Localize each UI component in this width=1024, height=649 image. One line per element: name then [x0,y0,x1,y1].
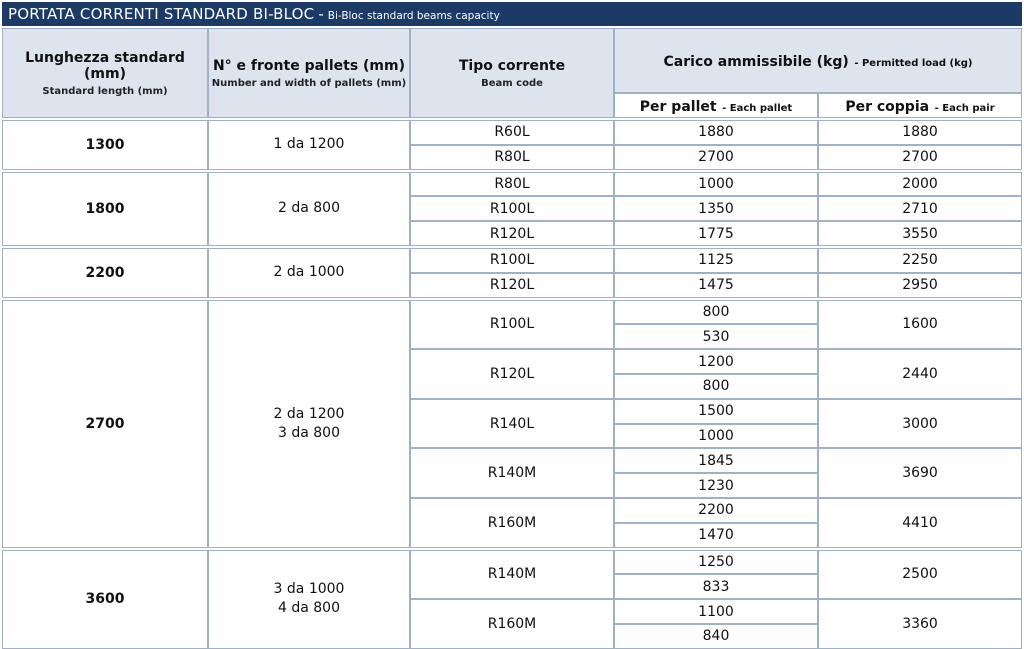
table-body [2,118,1022,649]
header-load [614,28,1022,93]
pallets-cell [208,248,410,298]
header-load-title: Carico ammissibile (kg) [663,54,849,70]
header-per-pair-title: Per coppia [845,99,930,115]
per-pair-cell: 2440 [818,349,1022,399]
header-length [2,28,208,118]
per-pallet-cell: 800 [614,374,818,399]
header-pallets [208,28,410,118]
length-cell: 2700 [2,300,208,548]
length-cell: 1300 [2,120,208,170]
per-pair-cell: 3550 [818,221,1022,246]
header-load-subtitle: - Permitted load (kg) [854,58,973,69]
beam-code-cell: R160M [410,599,614,649]
per-pair-cell: 4410 [818,498,1022,548]
table-row [2,120,1022,145]
per-pair-cell: 2710 [818,196,1022,221]
title-separator: - [318,5,324,23]
beam-code-cell: R80L [410,172,614,197]
beam-code-cell: R120L [410,221,614,246]
per-pallet-cell: 530 [614,324,818,349]
per-pallet-cell: 1475 [614,273,818,298]
per-pallet-cell: 2700 [614,145,818,170]
pallets-line: 2 da 800 [278,200,340,217]
per-pallet-cell: 833 [614,574,818,599]
per-pair-cell: 2000 [818,172,1022,197]
header-per-pair-subtitle: - Each pair [934,103,995,114]
pallets-line: 2 da 1200 [273,405,345,422]
length-cell: 1800 [2,172,208,246]
per-pair-cell: 3000 [818,399,1022,449]
per-pallet-cell: 840 [614,624,818,649]
per-pallet-cell: 1125 [614,248,818,273]
table-row [2,248,1022,273]
per-pallet-cell: 1350 [614,196,818,221]
per-pallet-cell: 800 [614,300,818,325]
per-pallet-cell: 1470 [614,523,818,548]
beam-code-cell: R100L [410,196,614,221]
beam-code-cell: R80L [410,145,614,170]
table-row [2,300,1022,325]
header-beam-subtitle: Beam code [481,77,543,89]
pallets-line: 3 da 800 [278,424,340,441]
pallets-line: 2 da 1000 [273,264,345,281]
beam-code-cell: R120L [410,349,614,399]
per-pallet-cell: 1845 [614,448,818,473]
per-pallet-cell: 1230 [614,473,818,498]
per-pair-cell: 1880 [818,120,1022,145]
header-per-pair [818,93,1022,118]
table-title-bar [2,2,1022,26]
per-pair-cell: 3360 [818,599,1022,649]
pallets-line: 4 da 800 [278,600,340,617]
header-pallets-title: N° e fronte pallets (mm) [212,57,406,74]
per-pallet-cell: 1880 [614,120,818,145]
header-length-subtitle: Standard length (mm) [42,85,168,97]
length-cell: 2200 [2,248,208,298]
per-pair-cell: 3690 [818,448,1022,498]
beam-capacity-table [2,28,1022,649]
per-pallet-cell: 1250 [614,550,818,575]
per-pallet-cell: 1100 [614,599,818,624]
pallets-line: 3 da 1000 [273,581,345,598]
beam-code-cell: R140M [410,550,614,600]
header-length-title: Lunghezza standard (mm) [25,49,185,82]
per-pallet-cell: 1000 [614,424,818,449]
header-beam [410,28,614,118]
beam-code-cell: R140L [410,399,614,449]
pallets-cell [208,300,410,548]
table-row [2,172,1022,197]
pallets-cell [208,120,410,170]
header-pallets-subtitle: Number and width of pallets (mm) [211,77,407,89]
beam-code-cell: R120L [410,273,614,298]
table-row [2,550,1022,575]
length-cell: 3600 [2,550,208,649]
pallets-line: 1 da 1200 [273,136,345,153]
per-pair-cell: 2950 [818,273,1022,298]
per-pair-cell: 2500 [818,550,1022,600]
per-pair-cell: 1600 [818,300,1022,350]
beam-code-cell: R60L [410,120,614,145]
table-subtitle: Bi-Bloc standard beams capacity [327,10,500,22]
header-beam-title: Tipo corrente [458,57,566,74]
header-per-pallet [614,93,818,118]
per-pallet-cell: 1000 [614,172,818,197]
pallets-cell [208,550,410,649]
beam-code-cell: R140M [410,448,614,498]
beam-code-cell: R100L [410,248,614,273]
per-pallet-cell: 2200 [614,498,818,523]
header-per-pallet-subtitle: - Each pallet [722,103,793,114]
header-per-pallet-title: Per pallet [639,99,717,115]
per-pair-cell: 2250 [818,248,1022,273]
per-pair-cell: 2700 [818,145,1022,170]
beam-code-cell: R100L [410,300,614,350]
per-pallet-cell: 1775 [614,221,818,246]
table-title: PORTATA CORRENTI STANDARD BI-BLOC [8,5,315,23]
per-pallet-cell: 1200 [614,349,818,374]
beam-code-cell: R160M [410,498,614,548]
per-pallet-cell: 1500 [614,399,818,424]
pallets-cell [208,172,410,246]
